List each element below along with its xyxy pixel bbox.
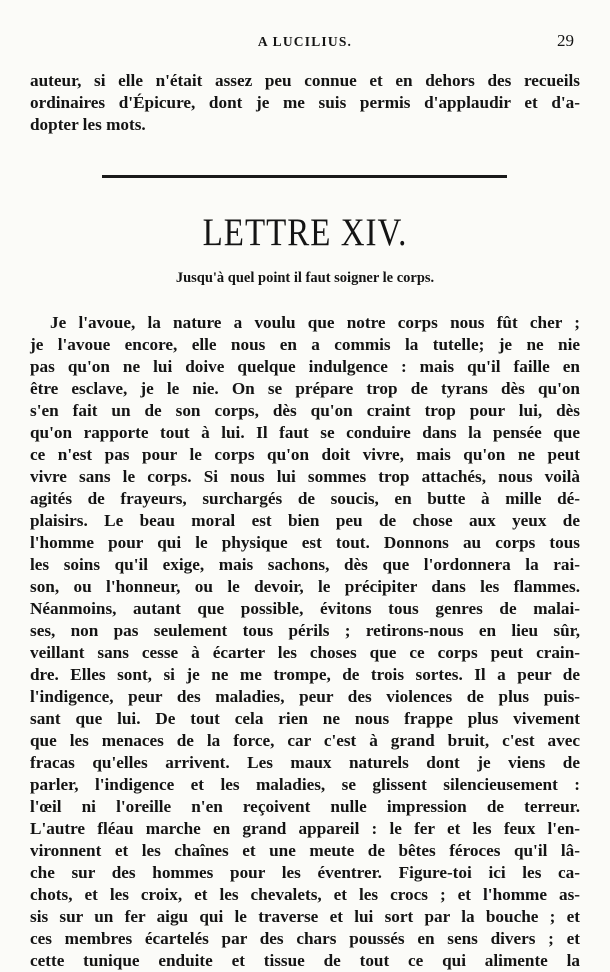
text-line: fracas qu'elles arrivent. Les maux naturels dont je viens de <box>30 753 580 772</box>
letter-body <box>30 312 580 972</box>
book-page <box>30 0 580 970</box>
text-line: être esclave, je le nie. On se prépare trop de tyrans dès qu'on <box>30 379 580 398</box>
text-line: les soins qu'il exige, mais sachons, dès que l'ordonnera la rai- <box>30 555 580 574</box>
text-line: che sur des hommes pour les éventrer. Figure-toi ici les ca- <box>30 863 580 882</box>
text-line: dre. Elles sont, si je ne me trompe, de trois sortes. Il a peur de <box>30 665 580 684</box>
text-line: que les menaces de la force, car c'est à grand bruit, c'est avec <box>30 731 580 750</box>
text-line: son, ou l'honneur, ou le devoir, le précipiter dans les flammes. <box>30 577 580 596</box>
text-line: chots, et les croix, et les chevalets, et les crocs ; et l'homme as- <box>30 885 580 904</box>
text-line: pas qu'on ne lui doive quelque indulgence : mais qu'il faille en <box>30 357 580 376</box>
text-line: plaisirs. Le beau moral est bien peu de chose aux yeux de <box>30 511 580 530</box>
text-line: auteur, si elle n'était assez peu connue et en dehors des recueils <box>30 71 580 90</box>
section-divider <box>102 175 507 178</box>
text-line: je l'avoue encore, elle nous en a commis la tutelle; je ne nie <box>30 335 580 354</box>
text-line: agités de frayeurs, surchargés de soucis, en butte à mille dé- <box>30 489 580 508</box>
text-line: sant que lui. De tout cela rien ne nous frappe plus vivement <box>30 709 580 728</box>
running-title: A LUCILIUS. <box>257 34 353 49</box>
text-line: ces membres écartelés par des chars poussés en sens divers ; et <box>30 929 580 948</box>
text-line: parler, l'indigence et les maladies, se glissent silencieusement : <box>30 775 580 794</box>
text-line: s'en fait un de son corps, dès qu'on craint trop pour lui, dès <box>30 401 580 420</box>
text-line: veillant sans cesse à écarter les choses que ce corps peut crain- <box>30 643 580 662</box>
carryover-paragraph <box>30 70 580 136</box>
text-line: Je l'avoue, la nature a voulu que notre corps nous fût cher ; <box>50 313 580 332</box>
letter-subtitle: Jusqu'à quel point il faut soigner le corps. <box>175 270 435 286</box>
text-line: ordinaires d'Épicure, dont je me suis permis d'applaudir et d'a- <box>30 93 580 112</box>
text-line: l'homme pour qui le physique est tout. Donnons au corps tous <box>30 533 580 552</box>
text-line: L'autre fléau marche en grand appareil : le fer et les feux l'en- <box>30 819 580 838</box>
running-head <box>30 31 580 56</box>
text-line: l'indigence, peur des maladies, peur des violences de plus puis- <box>30 687 580 706</box>
text-line: Néanmoins, autant que possible, évitons tous genres de malai- <box>30 599 580 618</box>
text-line: l'œil ni l'oreille n'en reçoivent nulle impression de terreur. <box>30 797 580 816</box>
text-line: sis sur un fer aigu qui le traverse et lui sort par la bouche ; et <box>30 907 580 926</box>
page-number: 29 <box>557 31 574 50</box>
text-line: ce n'est pas pour le corps qu'on doit vivre, mais qu'on ne peut <box>30 445 580 464</box>
text-line: dopter les mots. <box>30 115 146 134</box>
text-line: qu'on rapporte tout à lui. Il faut se conduire dans la pensée que <box>30 423 580 442</box>
letter-title: LETTRE XIV. <box>202 212 408 255</box>
text-line: vivre sans le corps. Si nous lui sommes trop attachés, nous voilà <box>30 467 580 486</box>
text-line: ses, non pas seulement tous périls ; retirons-nous en lieu sûr, <box>30 621 580 640</box>
text-line: cette tunique enduite et tissue de tout ce qui alimente la <box>30 951 580 970</box>
text-line: vironnent et les chaînes et une meute de bêtes féroces qu'il lâ- <box>30 841 580 860</box>
